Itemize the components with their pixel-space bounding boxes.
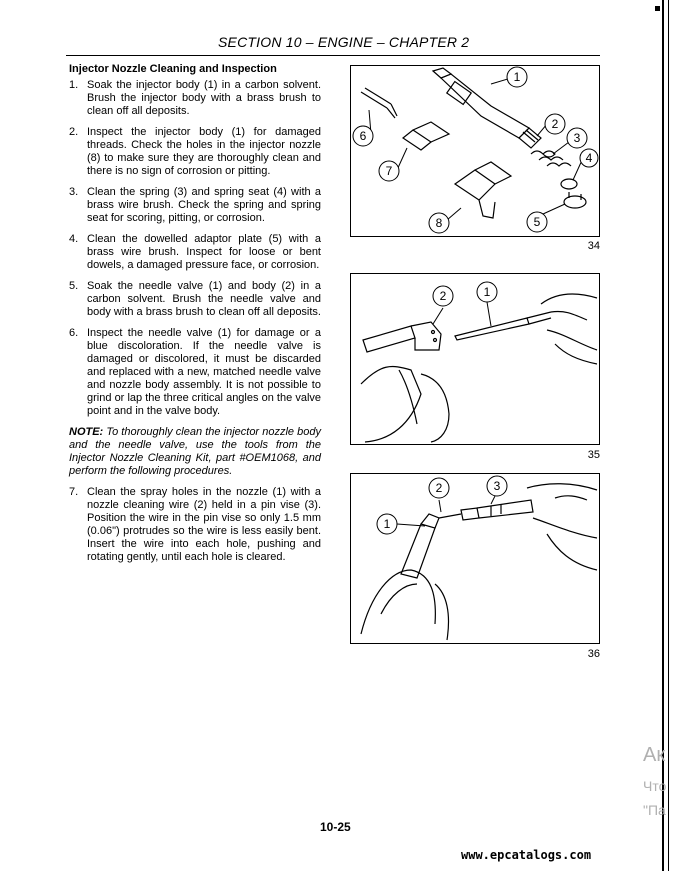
step-text: Clean the spring (3) and spring seat (4) with a brass wire brush. Check the spring and spring seat for scoring, pitting, or corrosion. — [87, 186, 321, 224]
figure-number-35: 35 — [587, 449, 600, 461]
fig34-callout: 7 — [385, 164, 393, 178]
step-text: Clean the spray holes in the nozzle (1) with a nozzle cleaning wire (2) held in a pin vise (3). Position the wire in the pin vise so only 1.5 mm (0.06") protrudes so the wire is less easily bent. Insert the wire into each hole, pushing and rotating gently, until each hole is cleared. — [87, 486, 321, 563]
overlay-text-2: Что — [643, 778, 667, 794]
fig34-callout: 4 — [585, 151, 593, 165]
step-number: 5. — [69, 280, 79, 292]
step-number: 2. — [69, 126, 79, 138]
step-6 — [69, 327, 321, 418]
step-text: Soak the injector body (1) in a carbon solvent. Brush the injector body with a brass brush to clean off all deposits. — [87, 79, 321, 117]
figure-34-injector-exploded — [350, 65, 600, 237]
text-column — [69, 63, 321, 572]
section-heading: Injector Nozzle Cleaning and Inspection — [69, 63, 277, 75]
step-number: 7. — [69, 486, 79, 498]
overlay-text-3: "Па — [643, 802, 666, 818]
needle-valve-drawing — [351, 274, 599, 444]
figure-35-needle-valve — [350, 273, 600, 445]
right-edge-line — [668, 0, 669, 871]
fig34-callout: 1 — [513, 70, 521, 84]
corner-mark — [655, 6, 660, 11]
fig34-callout: 6 — [359, 129, 367, 143]
note-block — [69, 426, 321, 478]
fig34-callout: 3 — [573, 131, 581, 145]
figure-number-36: 36 — [587, 648, 600, 660]
figure-36-spray-hole-cleaning — [350, 473, 600, 644]
step-text: Inspect the injector body (1) for damaged threads. Check the holes in the injector nozzle (8) to make sure they are thoroughly clean and there is no sign of corrosion or pitting. — [87, 126, 321, 177]
page-header: SECTION 10 – ENGINE – CHAPTER 2 — [218, 34, 470, 50]
step-2 — [69, 126, 321, 178]
note-label: NOTE: — [69, 426, 104, 438]
page-number: 10-25 — [320, 820, 351, 834]
fig34-callout: 2 — [551, 117, 559, 131]
fig36-callout: 1 — [383, 517, 391, 531]
spray-hole-cleaning-drawing — [351, 474, 599, 643]
fig35-callout: 1 — [483, 285, 491, 299]
fig35-callout: 2 — [439, 289, 447, 303]
fig34-callout: 5 — [533, 215, 541, 229]
step-text: Inspect the needle valve (1) for damage or a blue discoloration. If the needle valve is damaged or discolored, it must be discarded and replaced with a new, matched needle valve and nozzle body assembly. It is not possible to grind or lap the three critical angles on the valve point and in the valve body. — [87, 327, 321, 417]
step-3 — [69, 186, 321, 225]
step-7 — [69, 486, 321, 564]
step-number: 3. — [69, 186, 79, 198]
step-5 — [69, 280, 321, 319]
right-edge-bar — [662, 0, 664, 871]
step-number: 6. — [69, 327, 79, 339]
step-number: 4. — [69, 233, 79, 245]
step-text: Soak the needle valve (1) and body (2) in a carbon solvent. Brush the needle valve and body with a brass brush to clean off all deposits. — [87, 280, 321, 318]
step-4 — [69, 233, 321, 272]
fig36-callout: 3 — [493, 479, 501, 493]
step-text: Clean the dowelled adaptor plate (5) with a brass wire brush. Inspect for loose or bent dowels, a damaged pressure face, or corrosion. — [87, 233, 321, 271]
fig36-callout: 2 — [435, 481, 443, 495]
footer-url[interactable]: www.epcatalogs.com — [461, 848, 592, 862]
injector-exploded-drawing — [351, 66, 599, 236]
overlay-text-1: Ак — [643, 744, 666, 766]
header-rule — [66, 55, 600, 56]
fig34-callout: 8 — [435, 216, 443, 230]
step-1 — [69, 79, 321, 118]
step-number: 1. — [69, 79, 79, 91]
note-text: To thoroughly clean the injector nozzle body and the needle valve, use the tools from the Injector Nozzle Cleaning Kit, part #OEM1068, and perform the following procedures. — [69, 426, 321, 477]
figure-number-34: 34 — [587, 240, 600, 252]
